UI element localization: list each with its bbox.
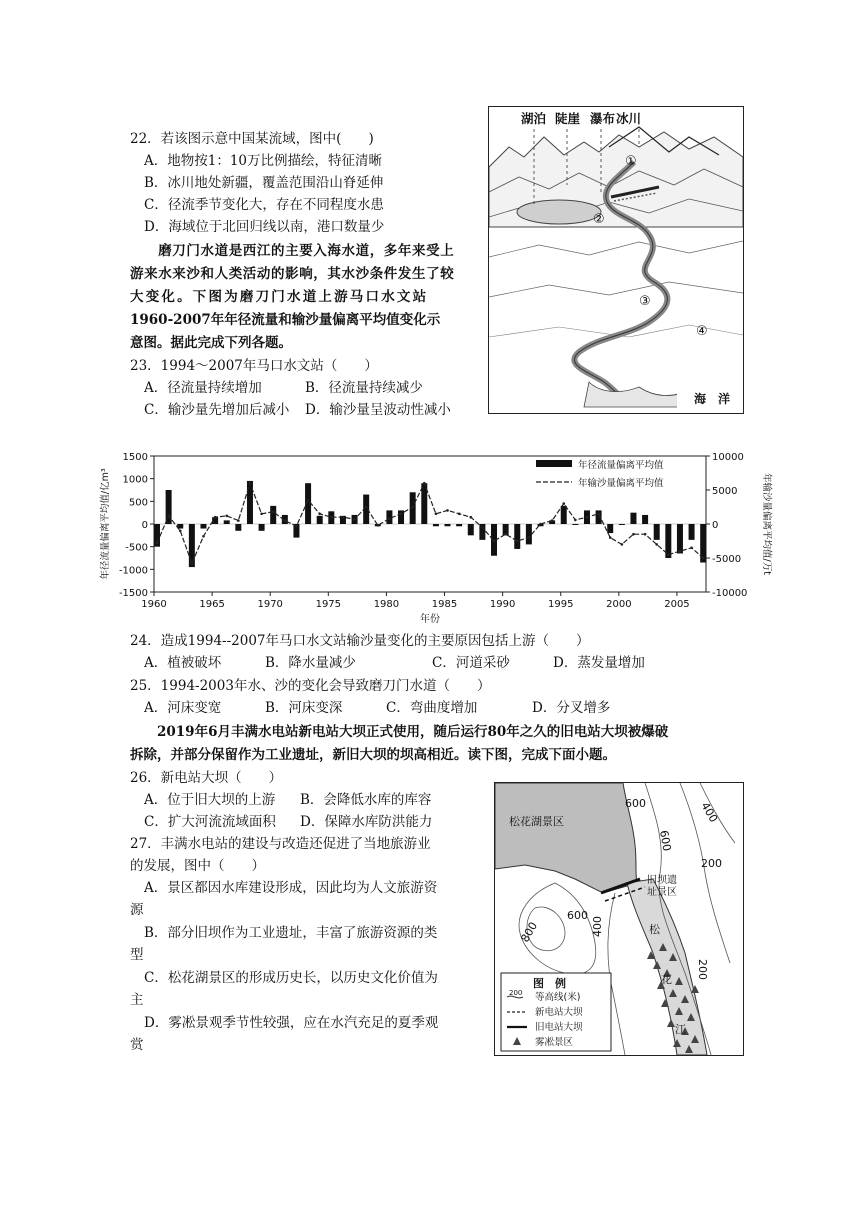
runoff-bar	[654, 524, 660, 540]
q22-option-c[interactable]: C．径流季节变化大，存在不同程度水患	[144, 197, 384, 213]
sediment-point	[469, 516, 472, 519]
fengman-map-drawing	[495, 783, 743, 1055]
sediment-point	[632, 533, 635, 536]
sediment-point	[225, 515, 228, 518]
sediment-point	[574, 519, 577, 522]
q24-option-a[interactable]: A．植被破坏	[144, 655, 222, 671]
sediment-point	[493, 540, 496, 543]
runoff-bar	[630, 513, 636, 524]
y-tick-label: 500	[128, 497, 148, 509]
x-tick-label: 1975	[315, 599, 342, 610]
runoff-sediment-chart	[96, 446, 776, 628]
contour-label: 800	[518, 919, 541, 945]
runoff-bar	[514, 524, 520, 549]
sediment-point	[516, 540, 519, 543]
q24-stem: 24．造成1994--2007年马口水文站输沙量变化的主要原因包括上游（ ）	[130, 633, 590, 649]
q27-option-d-line-2: 赏	[130, 1037, 144, 1053]
y-right-tick-label: -5000	[712, 554, 742, 565]
runoff-bar	[398, 510, 404, 524]
contour-label: 400	[591, 916, 604, 937]
sediment-point	[458, 513, 461, 516]
label-river-char-3: 江	[675, 1023, 686, 1036]
label-cliff: 陡崖	[555, 111, 581, 126]
runoff-bar	[433, 524, 439, 526]
fengman-map	[494, 782, 744, 1056]
sediment-point	[179, 530, 182, 533]
sediment-point	[644, 533, 647, 536]
runoff-bar	[642, 515, 648, 524]
q26-option-c[interactable]: C．扩大河流流域面积	[144, 814, 276, 830]
q22-option-a[interactable]: A．地物按1：10万比例描绘，特征清晰	[144, 153, 383, 169]
label-glacier: 冰川	[616, 111, 642, 126]
q26-stem: 26．新电站大坝（ ）	[130, 770, 283, 786]
runoff-bar	[468, 524, 474, 535]
sediment-point	[551, 519, 554, 522]
label-songhua-lake: 松花湖景区	[509, 815, 564, 828]
q27-option-c-line-1[interactable]: C．松花湖景区的形成历史长，以历史文化价值为	[144, 970, 438, 986]
songhua-lake	[495, 783, 637, 893]
sediment-point	[586, 516, 589, 519]
sediment-point	[539, 523, 542, 526]
marker-1: ①	[625, 154, 637, 169]
passage2-line-2: 拆除，并部分保留作为工业遗址，新旧大坝的坝高相近。读下图，完成下面小题。	[130, 747, 616, 763]
q27-option-b-line-2: 型	[130, 947, 144, 963]
runoff-bar	[235, 524, 241, 531]
sediment-point	[690, 547, 693, 550]
y-right-axis-label: 年输沙量偏离平均值/万t	[761, 473, 772, 575]
sediment-point	[597, 513, 600, 516]
sediment-point	[214, 516, 217, 519]
x-tick-label: 1960	[141, 599, 167, 610]
contour-label: 400	[698, 800, 721, 825]
q24-option-c[interactable]: C．河道采砂	[432, 655, 510, 671]
x-tick-label: 1995	[548, 599, 574, 610]
legend-item-new-dam: 新电站大坝	[535, 1007, 583, 1018]
passage2-line-1: 2019年6月丰满水电站新电站大坝正式使用，随后运行80年之久的旧电站大坝被爆破	[130, 724, 669, 740]
runoff-bar	[259, 524, 265, 531]
sediment-point	[423, 482, 426, 485]
legend-item-contour: 等高线(米)	[535, 992, 581, 1003]
legend-title: 图 例	[533, 977, 566, 990]
runoff-bar	[572, 524, 578, 525]
x-tick-label: 2005	[664, 599, 690, 610]
q22-option-d[interactable]: D．海域位于北回归线以南，港口数量少	[144, 219, 385, 235]
x-tick-label: 1980	[373, 599, 400, 610]
runoff-bar	[677, 524, 683, 553]
sediment-point	[202, 535, 205, 538]
runoff-bar	[607, 524, 613, 533]
q25-option-a[interactable]: A．河床变宽	[144, 700, 222, 716]
songhua-river	[627, 879, 707, 1055]
sediment-point	[249, 482, 252, 485]
sediment-point	[365, 506, 368, 509]
passage1-line-1: 磨刀门水道是西江的主要入海水道，多年来受上	[130, 243, 455, 259]
sediment-point	[609, 536, 612, 539]
sediment-point	[667, 553, 670, 556]
y-axis-label: 年径流量偏离平均值/亿m³	[100, 468, 111, 580]
q27-option-a-line-1[interactable]: A．景区都因水库建设形成，因此均为人文旅游资	[144, 880, 438, 896]
x-tick-label: 1990	[489, 599, 516, 610]
sediment-point	[318, 513, 321, 516]
legend-item-rime: 雾凇景区	[535, 1037, 574, 1048]
passage1-line-2: 游来水来沙和人类活动的影响，其水沙条件发生了较	[130, 266, 455, 282]
y-right-tick-label: 5000	[712, 486, 738, 497]
passage1-line-5: 意图。据此完成下列各题。	[130, 335, 292, 351]
x-tick-label: 1985	[431, 599, 458, 610]
sediment-point	[237, 519, 240, 522]
x-tick-label: 2000	[606, 599, 632, 610]
q25-option-d[interactable]: D．分叉增多	[532, 700, 611, 716]
chart-svg	[96, 446, 776, 628]
y-tick-label: 1500	[122, 452, 148, 463]
sediment-point	[388, 517, 391, 520]
q26-option-a[interactable]: A．位于旧大坝的上游	[144, 792, 276, 808]
q23-option-c[interactable]: C．输沙量先增加后减小	[144, 402, 290, 418]
q26-option-d[interactable]: D．保障水库防洪能力	[300, 814, 433, 830]
y-tick-label: -500	[125, 542, 148, 554]
sediment-point	[330, 516, 333, 519]
q22-option-b[interactable]: B．冰川地处新疆，覆盖范围沿山脊延伸	[144, 175, 384, 191]
river-basin-figure	[488, 106, 744, 414]
passage1-line-3: 大变化。下图为磨刀门水道上游马口水文站	[130, 289, 429, 305]
runoff-bar	[445, 524, 451, 526]
q23-option-a[interactable]: A．径流量持续增加	[144, 380, 262, 396]
legend-contour-sample: 200	[509, 989, 523, 997]
q25-option-c[interactable]: C．弯曲度增加	[386, 700, 478, 716]
sediment-point	[191, 562, 194, 565]
runoff-bar	[270, 506, 276, 524]
sediment-point	[400, 513, 403, 516]
y-tick-label: -1000	[118, 565, 148, 577]
marker-2: ②	[593, 212, 605, 227]
q24-option-b[interactable]: B．降水量减少	[265, 655, 356, 671]
label-relic-line-1: 旧坝遗	[647, 875, 677, 886]
q25-stem: 25．1994-2003年水、沙的变化会导致磨刀门水道（ ）	[130, 678, 491, 694]
q23-option-b[interactable]: B．径流量持续减少	[305, 380, 423, 396]
sediment-point	[307, 499, 310, 502]
contour-label: 600	[657, 829, 674, 853]
runoff-bar	[189, 524, 195, 567]
y-tick-label: -1500	[118, 588, 148, 599]
x-axis-label: 年份	[420, 614, 440, 625]
label-waterfall: 瀑布	[590, 111, 616, 126]
legend-runoff-swatch	[536, 460, 572, 467]
y-right-tick-label: 0	[712, 520, 719, 531]
x-tick-label: 1965	[199, 599, 225, 610]
sediment-point	[621, 543, 624, 546]
sediment-point	[353, 518, 356, 521]
sediment-point	[284, 519, 287, 522]
q24-option-d[interactable]: D．蒸发量增加	[553, 655, 645, 671]
contour-label: 600	[625, 797, 646, 810]
runoff-bar	[200, 524, 206, 529]
q26-option-b[interactable]: B．会降低水库的库容	[300, 792, 432, 808]
sediment-point	[156, 542, 159, 545]
sediment-point	[702, 557, 705, 560]
y-right-tick-label: -10000	[712, 588, 748, 599]
q27-stem-line-1: 27．丰满水电站的建设与改造还促进了当地旅游业	[130, 836, 431, 852]
sediment-point	[167, 515, 170, 518]
label-river-char-1: 松	[649, 923, 660, 936]
contour-label: 600	[567, 909, 588, 922]
sediment-point	[446, 509, 449, 512]
y-right-tick-label: 10000	[712, 452, 744, 463]
q22-stem: 22．若该图示意中国某流域，图中( )	[130, 131, 374, 147]
sediment-point	[435, 513, 438, 516]
legend-runoff-label: 年径流量偏离平均值	[578, 460, 664, 471]
runoff-bar	[561, 506, 567, 524]
runoff-bar	[166, 490, 172, 524]
sediment-point	[481, 526, 484, 529]
q27-option-c-line-2: 主	[130, 992, 144, 1008]
q25-option-b[interactable]: B．河床变深	[265, 700, 343, 716]
marker-4: ④	[696, 324, 708, 339]
lake-shape	[517, 200, 601, 224]
contour-label: 200	[701, 857, 722, 870]
sediment-point	[272, 510, 275, 513]
runoff-bar	[689, 524, 695, 540]
sediment-point	[260, 513, 263, 516]
x-tick-label: 1970	[257, 599, 283, 610]
runoff-bar	[224, 520, 230, 524]
sediment-point	[562, 502, 565, 505]
passage1-line-4: 1960-2007年年径流量和输沙量偏离平均值变化示	[130, 312, 441, 328]
label-river-char-2: 花	[661, 973, 672, 986]
legend-item-old-dam: 旧电站大坝	[535, 1022, 583, 1033]
y-tick-label: 1000	[122, 474, 148, 486]
label-lake: 湖泊	[521, 111, 547, 126]
legend-sediment-label: 年输沙量偏离平均值	[578, 478, 664, 489]
runoff-bar	[619, 524, 625, 525]
q27-option-a-line-2: 源	[130, 902, 144, 918]
label-relic-line-2: 址景区	[647, 887, 677, 898]
runoff-bar	[526, 524, 532, 544]
sediment-point	[504, 533, 507, 536]
sediment-point	[411, 506, 414, 509]
sediment-point	[528, 536, 531, 539]
q23-stem: 23．1994～2007年马口水文站（ ）	[130, 358, 378, 374]
runoff-bar	[456, 524, 462, 526]
sediment-point	[342, 516, 345, 519]
sediment-line	[157, 483, 703, 563]
river-basin-drawing	[489, 107, 743, 413]
q23-option-d[interactable]: D．输沙量呈波动性减小	[305, 402, 451, 418]
sediment-point	[655, 543, 658, 546]
marker-3: ③	[639, 294, 651, 309]
sediment-point	[295, 525, 298, 528]
y-tick-label: 0	[141, 520, 148, 531]
runoff-bar	[317, 516, 323, 524]
q27-option-d-line-1[interactable]: D．雾凇景观季节性较强，应在水汽充足的夏季观	[144, 1015, 439, 1031]
q27-stem-line-2: 的发展，图中（ ）	[130, 858, 265, 874]
q27-option-b-line-1[interactable]: B．部分旧坝作为工业遗址，丰富了旅游资源的类	[144, 925, 438, 941]
label-sea: 海 洋	[694, 392, 731, 406]
sediment-point	[679, 550, 682, 553]
sediment-point	[377, 524, 380, 527]
contour-label: 200	[696, 959, 709, 980]
